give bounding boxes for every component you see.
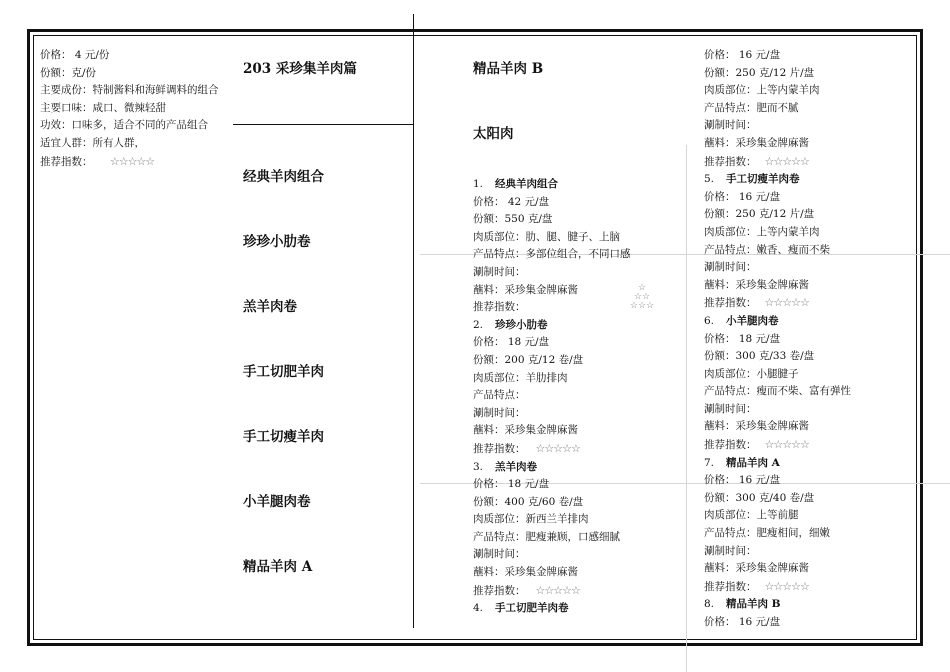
list-item-line: 蘸料：采珍集金牌麻酱 <box>473 566 578 579</box>
nav-item-small-rib-roll[interactable]: 珍珍小肋卷 <box>243 234 311 250</box>
nav-item-lamb-roll[interactable]: 羔羊肉卷 <box>243 299 297 315</box>
list-item-line: 涮制时间： <box>473 548 526 561</box>
list-item-title: 4. 手工切肥羊肉卷 <box>473 602 569 615</box>
list-item-line: 份额：250 克/12 片/盘 <box>704 208 815 221</box>
list-item-line: 产品特点： <box>473 389 526 402</box>
list-item-line: 产品特点：肥瘦相间，细嫩 <box>704 527 830 540</box>
list-item-line: 肉质部位：小腿腱子 <box>704 367 799 380</box>
rating-stars: ☆☆☆☆☆ <box>764 579 809 593</box>
list-item-line: 蘸料：采珍集金牌麻酱 <box>473 424 578 437</box>
flavor-line: 主要口味：咸口、微辣轻甜 <box>40 101 166 114</box>
page-title: 203 采珍集羊肉篇 <box>243 61 357 77</box>
list-item-line: 蘸料：采珍集金牌麻酱 <box>704 420 809 433</box>
rating-stars: ☆☆☆☆☆ <box>535 441 580 455</box>
list-item-line: 蘸料：采珍集金牌麻酱 <box>704 136 809 149</box>
rating-stars: ☆☆☆☆☆ <box>764 438 809 452</box>
list-item-line: 产品特点：嫩香、瘦而不柴 <box>704 243 830 256</box>
list-item-line: 价格： 18 元/盘 <box>704 332 781 345</box>
list-item-line: 份额：550 克/盘 <box>473 213 553 226</box>
list-item-line: 肉质部位：上等前腿 <box>704 509 799 522</box>
star-pyramid: ☆ ☆☆ ☆☆☆ <box>629 283 655 311</box>
rating-stars: ☆☆☆☆☆ <box>764 296 809 310</box>
list-item-line: 蘸料：采珍集金牌麻酱 <box>704 562 809 575</box>
price-line: 价格： 4 元/份 <box>40 49 110 61</box>
list-item-line: 价格： 18 元/盘 <box>473 336 550 349</box>
list-item-title: 8. 精品羊肉 B <box>704 598 781 611</box>
nav-item-leg-roll[interactable]: 小羊腿肉卷 <box>243 494 311 510</box>
nav-title-underline <box>233 124 413 125</box>
nav-item-hand-cut-lean[interactable]: 手工切瘦羊肉 <box>243 429 324 445</box>
audience-line: 适宜人群：所有人群， <box>40 136 145 149</box>
rating-stars: ☆☆☆☆☆ <box>109 154 155 168</box>
rating-line: 推荐指数： ☆☆☆☆☆ <box>473 441 580 455</box>
list-item-title: 6. 小羊腿肉卷 <box>704 314 779 327</box>
list-item-line: 价格： 16 元/盘 <box>704 616 781 628</box>
guide-line-v <box>686 145 687 672</box>
list-item-line: 份额：200 克/12 卷/盘 <box>473 353 584 366</box>
list-item-line: 蘸料：采珍集金牌麻酱 <box>704 278 809 291</box>
list-item-line: 价格： 16 元/盘 <box>704 190 781 203</box>
list-item-title: 5. 手工切瘦羊肉卷 <box>704 173 800 186</box>
sauce-info-panel <box>40 47 226 171</box>
rating-line: 推荐指数： ☆☆☆☆☆ <box>704 579 809 593</box>
list-item-line: 蘸料：采珍集金牌麻酱 <box>473 283 578 296</box>
rating-line: 推荐指数： <box>473 301 526 314</box>
nav-item-hand-cut-fat[interactable]: 手工切肥羊肉 <box>243 364 324 380</box>
heading-sun-meat: 太阳肉 <box>473 126 514 142</box>
list-item-line: 产品特点：瘦而不柴、富有弹性 <box>704 385 851 398</box>
nav-item-classic-combo[interactable]: 经典羊肉组合 <box>243 169 324 185</box>
list-item-line: 涮制时间： <box>704 119 757 132</box>
rating-line: 推荐指数： ☆☆☆☆☆ <box>704 154 809 168</box>
list-item-line: 肉质部位：羊肋排肉 <box>473 371 568 384</box>
list-item-line: 份额：250 克/12 片/盘 <box>704 66 815 79</box>
list-item-line: 涮制时间： <box>704 544 757 557</box>
rating-stars: ☆☆☆☆☆ <box>535 583 580 597</box>
portion-line: 份额：克/份 <box>40 66 97 79</box>
menu-list-middle <box>473 176 631 618</box>
list-item-line: 份额：400 克/60 卷/盘 <box>473 495 584 508</box>
list-item-line: 份额：300 克/40 卷/盘 <box>704 491 815 504</box>
list-item-line: 涮制时间： <box>704 261 757 274</box>
list-item-title: 1. 经典羊肉组合 <box>473 178 558 190</box>
list-item-line: 涮制时间： <box>704 402 757 415</box>
list-item-line: 产品特点：多部位组合，不同口感 <box>473 248 631 261</box>
effect-line: 功效：口味多，适合不同的产品组合 <box>40 119 208 132</box>
column-divider <box>413 14 414 628</box>
heading-premium-b: 精品羊肉 B <box>473 61 544 77</box>
list-item-line: 产品特点：肥瘦兼顾，口感细腻 <box>473 530 620 543</box>
list-item-line: 价格： 16 元/盘 <box>704 474 781 487</box>
list-item-line: 涮制时间： <box>473 406 526 419</box>
list-item-line: 产品特点：肥而不腻 <box>704 101 799 114</box>
list-item-line: 肉质部位：上等内蒙羊肉 <box>704 84 820 97</box>
ingredient-line: 主要成份：特制酱料和海鲜调料的组合 <box>40 84 219 97</box>
list-item-line: 肉质部位：上等内蒙羊肉 <box>704 225 820 238</box>
list-item-line: 份额：300 克/33 卷/盘 <box>704 350 815 363</box>
rating-stars: ☆☆☆☆☆ <box>764 154 809 168</box>
nav-item-premium-a[interactable]: 精品羊肉 A <box>243 559 313 575</box>
list-item-line: 价格： 18 元/盘 <box>473 478 550 491</box>
rating-line: 推荐指数： ☆☆☆☆☆ <box>704 438 809 452</box>
list-item-line: 涮制时间： <box>473 265 526 278</box>
list-item-title: 2. 珍珍小肋卷 <box>473 318 548 331</box>
list-item-line: 肉质部位：肋、腿、腱子、上脑 <box>473 230 620 243</box>
menu-list-right <box>704 47 851 632</box>
rating-line: 推荐指数： ☆☆☆☆☆ <box>473 583 580 597</box>
list-item-line: 价格： 42 元/盘 <box>473 195 550 208</box>
rating-line: 推荐指数： ☆☆☆☆☆ <box>704 296 809 310</box>
rating-line: 推荐指数： ☆☆☆☆☆ <box>40 154 155 168</box>
list-item-title: 3. 羔羊肉卷 <box>473 460 537 473</box>
list-item-line: 价格： 16 元/盘 <box>704 49 781 61</box>
list-item-title: 7. 精品羊肉 A <box>704 456 780 469</box>
list-item-line: 肉质部位：新西兰羊排肉 <box>473 513 589 526</box>
